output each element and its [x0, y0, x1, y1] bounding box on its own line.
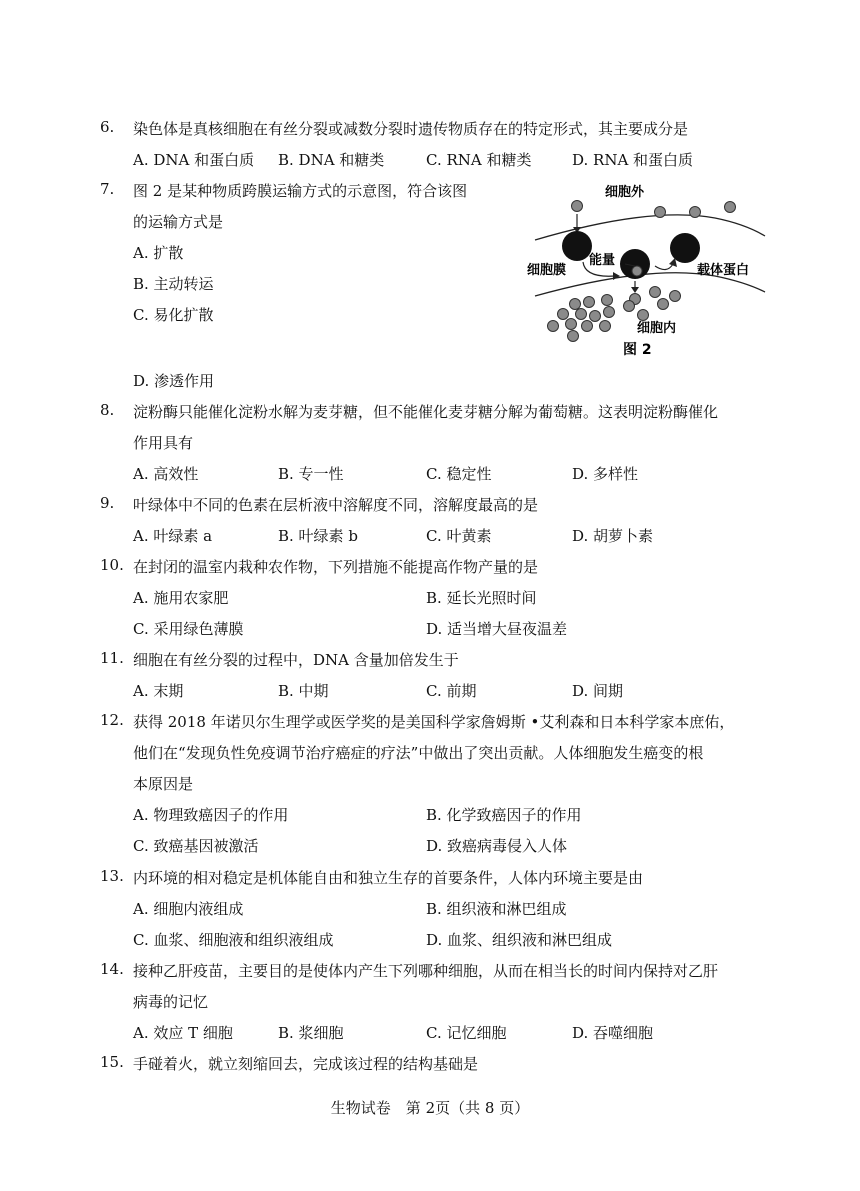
option-b: B. DNA 和糖类 [278, 151, 385, 169]
option-c: C. 前期 [426, 682, 477, 700]
membrane-transport-figure [525, 178, 775, 360]
option-a: A. 物理致癌因子的作用 [133, 806, 289, 824]
question-stem: 手碰着火，就立刻缩回去，完成该过程的结构基础是 [133, 1055, 479, 1073]
question-stem: 图 2 是某种物质跨膜运输方式的示意图，符合该图 [133, 182, 468, 200]
question-number: 14. [100, 960, 124, 978]
option-a: A. 叶绿素 a [133, 527, 213, 545]
option-d: D. RNA 和蛋白质 [572, 151, 694, 169]
question-stem: 淀粉酶只能催化淀粉水解为麦芽糖，但不能催化麦芽糖分解为葡萄糖。这表明淀粉酶催化 [133, 403, 719, 421]
option-d: D. 胡萝卜素 [572, 527, 654, 545]
question-stem: 叶绿体中不同的色素在层析液中溶解度不同，溶解度最高的是 [133, 496, 539, 514]
question-stem: 细胞在有丝分裂的过程中，DNA 含量加倍发生于 [133, 651, 459, 669]
option-d: D. 吞噬细胞 [572, 1024, 654, 1042]
option-a: A. 效应 T 细胞 [133, 1024, 233, 1042]
option-d: D. 多样性 [572, 465, 639, 483]
question-number: 12. [100, 711, 124, 729]
question-number: 9. [100, 494, 115, 512]
option-c: C. 采用绿色薄膜 [133, 620, 244, 638]
option-d: D. 间期 [572, 682, 624, 700]
question-stem: 染色体是真核细胞在有丝分裂或减数分裂时遗传物质存在的特定形式，其主要成分是 [133, 120, 689, 138]
label-outside: 细胞外 [605, 185, 645, 200]
label-inside: 细胞内 [637, 321, 677, 336]
label-energy: 能量 [589, 253, 616, 268]
question-stem: 内环境的相对稳定是机体能自由和独立生存的首要条件，人体内环境主要是由 [133, 869, 644, 887]
question-number: 8. [100, 401, 115, 419]
option-b: B. 中期 [278, 682, 329, 700]
option-c: C. 血浆、细胞液和组织液组成 [133, 931, 334, 949]
question-number: 15. [100, 1053, 124, 1071]
option-a: A. DNA 和蛋白质 [133, 151, 255, 169]
option-b: B. 专一性 [278, 465, 344, 483]
question-stem: 他们在“发现负性免疫调节治疗癌症的疗法”中做出了突出贡献。人体细胞发生癌变的根 [133, 744, 704, 762]
question-stem: 的运输方式是 [133, 213, 224, 231]
option-c: C. 致癌基因被激活 [133, 837, 259, 855]
option-a: A. 施用农家肥 [133, 589, 229, 607]
question-stem: 作用具有 [133, 434, 194, 452]
option-a: A. 细胞内液组成 [133, 900, 244, 918]
option-c: C. RNA 和糖类 [426, 151, 532, 169]
question-number: 7. [100, 180, 115, 198]
question-stem: 在封闭的温室内栽种农作物，下列措施不能提高作物产量的是 [133, 558, 539, 576]
figure-caption: 图 2 [623, 342, 652, 358]
option-b: B. 叶绿素 b [278, 527, 358, 545]
option-a: A. 高效性 [133, 465, 199, 483]
question-stem: 获得 2018 年诺贝尔生理学或医学奖的是美国科学家詹姆斯 •艾利森和日本科学家本庶佑， [133, 713, 735, 731]
question-stem: 病毒的记忆 [133, 993, 209, 1011]
option-d: D. 适当增大昼夜温差 [426, 620, 568, 638]
option-b: B. 化学致癌因子的作用 [426, 806, 582, 824]
option-c: C. 记忆细胞 [426, 1024, 507, 1042]
option-d: D. 致癌病毒侵入人体 [426, 837, 568, 855]
option-a: A. 扩散 [133, 244, 184, 262]
option-c: C. 叶黄素 [426, 527, 492, 545]
question-number: 11. [100, 649, 124, 667]
option-b: B. 延长光照时间 [426, 589, 537, 607]
label-carrier-protein: 载体蛋白 [697, 263, 750, 278]
option-d: D. 渗透作用 [133, 372, 215, 390]
option-b: B. 浆细胞 [278, 1024, 344, 1042]
question-stem: 本原因是 [133, 775, 194, 793]
option-d: D. 血浆、组织液和淋巴组成 [426, 931, 613, 949]
option-b: B. 组织液和淋巴组成 [426, 900, 567, 918]
question-stem: 接种乙肝疫苗，主要目的是使体内产生下列哪种细胞，从而在相当长的时间内保持对乙肝 [133, 962, 719, 980]
option-c: C. 稳定性 [426, 465, 492, 483]
question-number: 13. [100, 867, 124, 885]
option-b: B. 主动转运 [133, 275, 214, 293]
question-number: 6. [100, 118, 115, 136]
label-membrane: 细胞膜 [527, 263, 567, 278]
option-a: A. 末期 [133, 682, 184, 700]
question-number: 10. [100, 556, 124, 574]
option-c: C. 易化扩散 [133, 306, 214, 324]
page-footer: 生物试卷 第 2页（共 8 页） [330, 1099, 530, 1117]
